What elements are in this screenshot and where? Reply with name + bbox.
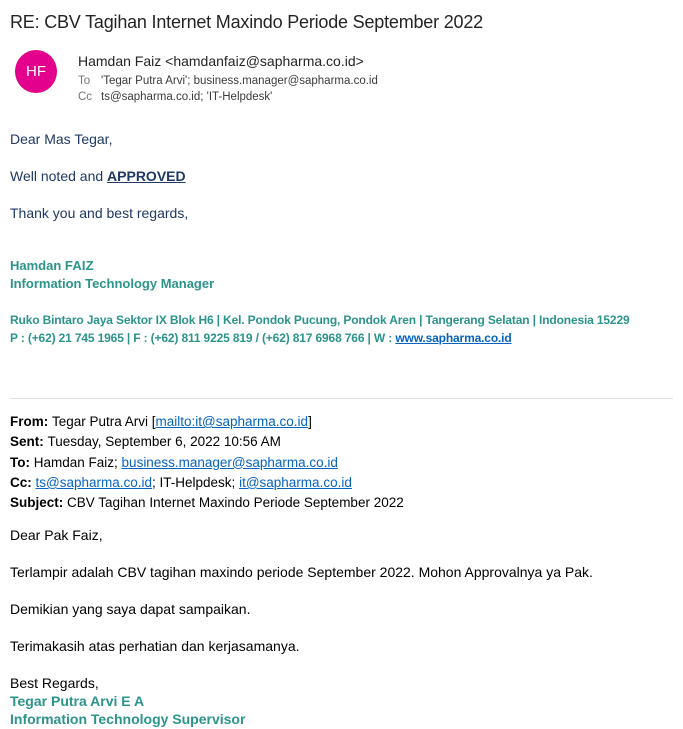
quoted-sent-label: Sent: <box>10 434 48 450</box>
quoted-sent-value: Tuesday, September 6, 2022 10:56 AM <box>47 434 281 450</box>
quoted-subject-value: CBV Tagihan Internet Maxindo Periode September 2022 <box>67 495 404 511</box>
cc-row <box>78 89 378 105</box>
header-text <box>78 50 378 105</box>
approved-text: APPROVED <box>107 168 186 184</box>
quoted-cc-email-link-2[interactable]: it@sapharma.co.id <box>239 474 352 490</box>
quoted-to-line <box>10 453 673 473</box>
quoted-paragraph-1: Terlampir adalah CBV tagihan maxindo periode September 2022. Mohon Approvalnya ya Pak. <box>10 564 593 581</box>
message-header <box>15 50 673 105</box>
to-recipients[interactable]: 'Tegar Putra Arvi'; business.manager@sapharma.co.id <box>101 75 378 87</box>
quoted-from-label: From: <box>10 414 52 429</box>
sender-name[interactable]: Hamdan Faiz <hamdanfaiz@sapharma.co.id> <box>78 53 364 69</box>
mailto-link[interactable]: mailto:it@sapharma.co.id <box>155 414 309 429</box>
quoted-sent-line <box>10 432 673 452</box>
website-link[interactable]: www.sapharma.co.id <box>395 331 512 345</box>
quoted-from-name: Tegar Putra Arvi [ <box>52 414 156 429</box>
quoted-closing: Best Regards, <box>10 675 99 692</box>
signature-name <box>10 257 673 275</box>
quoted-headers <box>10 412 673 513</box>
quoted-to-name: Hamdan Faiz; <box>33 454 122 470</box>
approval-prefix: Well noted and <box>10 168 108 184</box>
quoted-signature <box>10 674 673 728</box>
quoted-from-line <box>10 412 673 432</box>
quoted-cc-middle: ; IT-Helpdesk; <box>152 474 240 490</box>
quoted-body <box>10 528 673 728</box>
quoted-subject-line <box>10 493 673 513</box>
quoted-paragraph-2: Demikian yang saya dapat sampaikan. <box>10 601 251 618</box>
approval-line <box>10 169 673 184</box>
signature-last-name: FAIZ <box>64 258 94 273</box>
cc-recipients[interactable]: ts@sapharma.co.id; 'IT-Helpdesk' <box>101 91 273 103</box>
avatar-initials: HF <box>26 63 46 80</box>
signature-first-name: Hamdan <box>10 258 65 273</box>
to-label: To <box>78 75 91 87</box>
quoted-greeting: Dear Pak Faiz, <box>10 527 103 544</box>
quoted-cc-email-link-1[interactable]: ts@sapharma.co.id <box>35 474 153 490</box>
email-subject: RE: CBV Tagihan Internet Maxindo Periode September 2022 <box>10 12 483 32</box>
to-row <box>78 73 378 89</box>
signature-address: Ruko Bintaro Jaya Sektor IX Blok H6 | Kel. Pondok Pucung, Pondok Aren | Tangerang Selatan | Indonesia 15229 <box>10 313 630 327</box>
quoted-to-label: To: <box>10 454 34 470</box>
quoted-signature-name <box>10 692 673 710</box>
sender-signature-block <box>10 257 673 347</box>
cc-label: Cc <box>78 91 93 103</box>
quoted-signature-first-name: Tegar <box>10 693 48 710</box>
quoted-subject-label: Subject: <box>10 495 68 511</box>
signature-phone-numbers: P : (+62) 21 745 1965 | F : (+62) 811 9225 819 / (+62) 817 6968 766 | W : <box>10 331 396 345</box>
signature-phone-line <box>10 329 673 347</box>
signature-job-title: Information Technology Manager <box>10 276 215 291</box>
quoted-cc-label: Cc: <box>10 474 36 490</box>
quoted-cc-line <box>10 473 673 493</box>
sender-avatar[interactable] <box>15 50 57 93</box>
reply-body <box>10 132 673 221</box>
quoted-signature-rest-name: Putra Arvi E A <box>47 693 145 710</box>
quoted-to-email-link[interactable]: business.manager@sapharma.co.id <box>121 454 338 470</box>
quoted-signature-title: Information Technology Supervisor <box>10 711 246 728</box>
reply-closing: Thank you and best regards, <box>10 205 189 221</box>
quoted-paragraph-3: Terimakasih atas perhatian dan kerjasamanya. <box>10 638 300 655</box>
reply-greeting: Dear Mas Tegar, <box>10 131 113 147</box>
quoted-from-bracket: ] <box>308 414 312 429</box>
message-divider <box>10 398 673 399</box>
